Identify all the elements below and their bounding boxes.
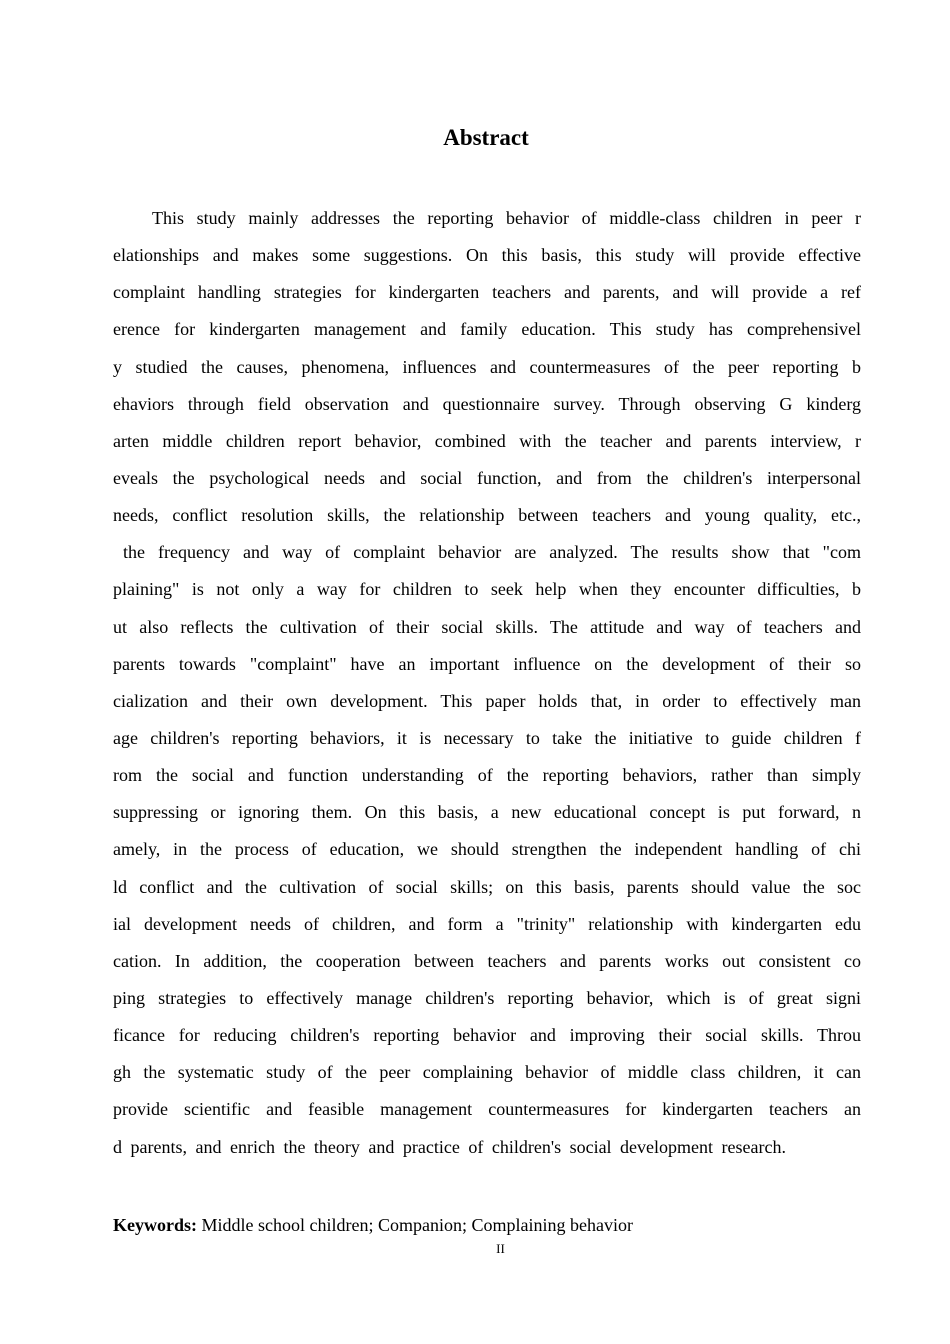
abstract-line: suppressing or ignoring them. On this basis, a new educational concept is put forward, n [113,802,861,823]
abstract-line: ehaviors through field observation and questionnaire survey. Through observing G kinderg [113,393,861,414]
abstract-line: elationships and makes some suggestions. On this basis, this study will provide effective [113,245,861,266]
abstract-line: ld conflict and the cultivation of social skills; on this basis, parents should value the soc [113,876,861,897]
abstract-line: ial development needs of children, and form a "trinity" relationship with kindergarten edu [113,913,861,934]
abstract-line: ping strategies to effectively manage children's reporting behavior, which is of great signi [113,987,861,1008]
keywords-label: Keywords: [113,1215,197,1235]
abstract-line: d parents, and enrich the theory and practice of children's social development research. [113,1136,786,1157]
abstract-line: amely, in the process of education, we should strengthen the independent handling of chi [113,839,861,860]
keywords-line [113,1211,633,1239]
abstract-line: the frequency and way of complaint behavior are analyzed. The results show that "com [123,542,861,563]
abstract-line: rom the social and function understanding of the reporting behaviors, rather than simply [113,765,861,786]
abstract-line: eveals the psychological needs and social function, and from the children's interpersonal [113,467,861,488]
page-title: Abstract [443,125,529,150]
abstract-line: ut also reflects the cultivation of their social skills. The attitude and way of teachers and [113,616,861,637]
keywords-text: Middle school children; Companion; Complaining behavior [197,1215,633,1235]
abstract-body [113,200,861,1166]
abstract-line: gh the systematic study of the peer complaining behavior of middle class children, it can [113,1062,861,1083]
abstract-line: y studied the causes, phenomena, influences and countermeasures of the peer reporting b [113,356,861,377]
abstract-line: arten middle children report behavior, combined with the teacher and parents interview, r [113,430,861,451]
abstract-line: This study mainly addresses the reporting behavior of middle-class children in peer r [152,208,861,228]
abstract-line: parents towards "complaint" have an important influence on the development of their so [113,653,861,674]
abstract-line: ficance for reducing children's reporting behavior and improving their social skills. Throu [113,1025,861,1046]
page-number: II [496,1241,505,1256]
abstract-line: cialization and their own development. This paper holds that, in order to effectively man [113,690,861,711]
abstract-line: needs, conflict resolution skills, the relationship between teachers and young quality, etc., [113,505,861,526]
abstract-line: age children's reporting behaviors, it is necessary to take the initiative to guide children f [113,727,861,748]
abstract-line: erence for kindergarten management and family education. This study has comprehensivel [113,319,861,340]
abstract-line: cation. In addition, the cooperation between teachers and parents works out consistent co [113,950,861,971]
abstract-line: provide scientific and feasible management countermeasures for kindergarten teachers an [113,1099,861,1120]
abstract-line: complaint handling strategies for kindergarten teachers and parents, and will provide a ref [113,282,861,303]
abstract-line: plaining" is not only a way for children to seek help when they encounter difficulties, b [113,579,861,600]
